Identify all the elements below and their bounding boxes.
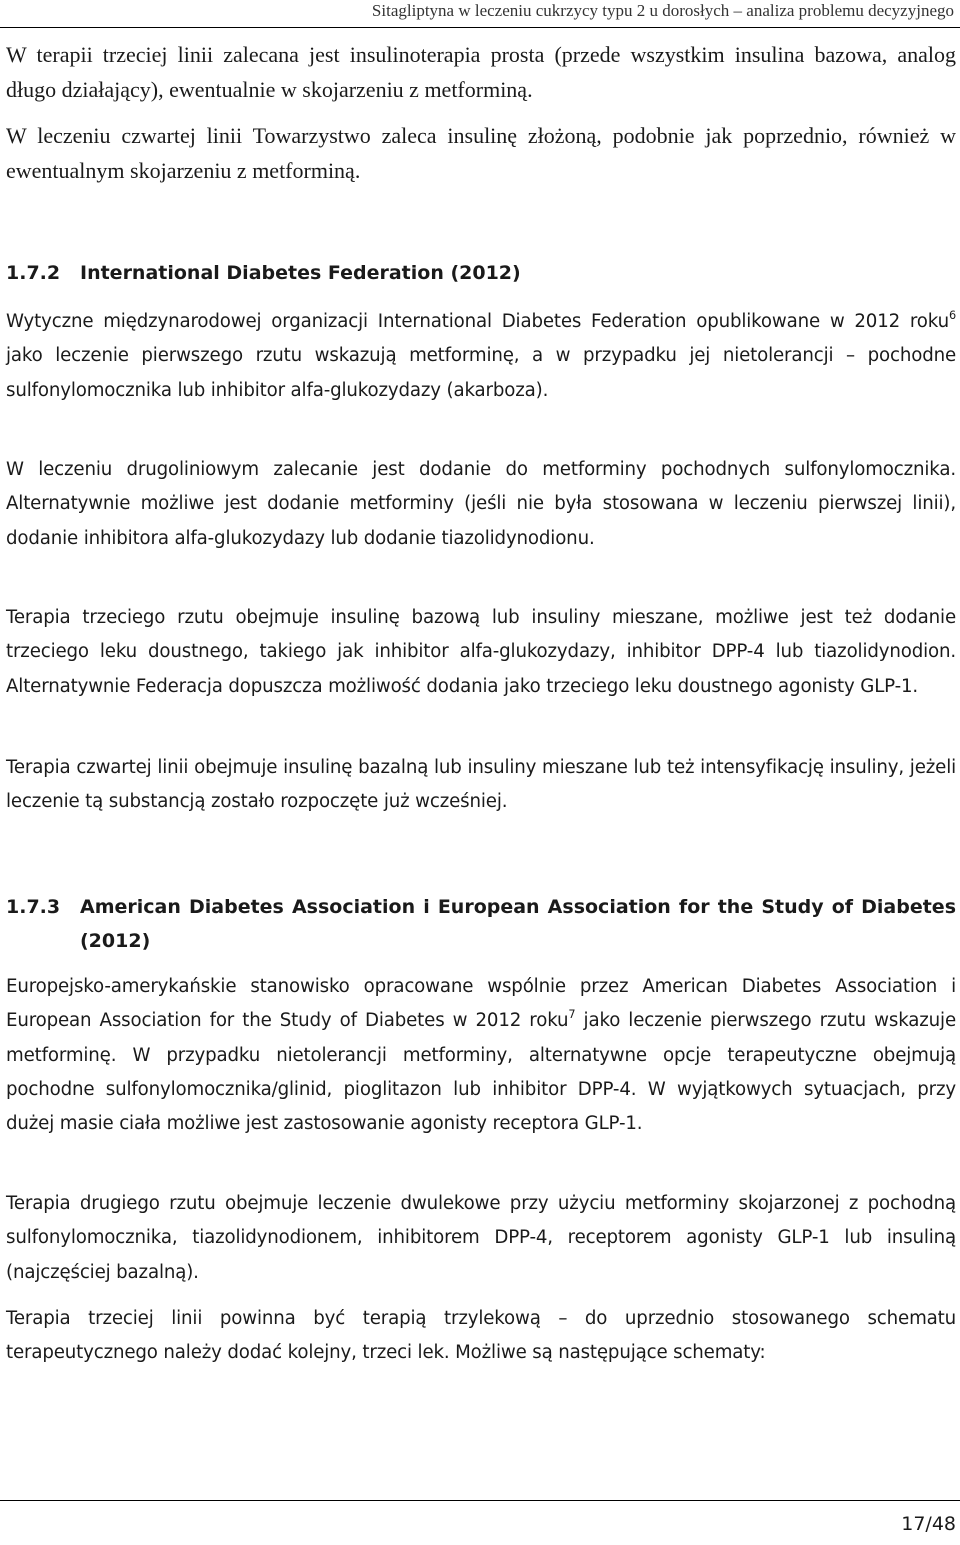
text-span: Wytyczne międzynarodowej organizacji International Diabetes Federation opublikowane w 2012 roku	[6, 311, 949, 332]
section-number: 1.7.2	[6, 262, 61, 284]
section-number: 1.7.3	[6, 896, 61, 918]
ada-easd-paragraph-1	[6, 970, 956, 1141]
intro-paragraph-2: W leczeniu czwartej linii Towarzystwo zaleca insulinę złożoną, podobnie jak poprzednio, również w ewentualnym skojarzeniu z metforminą.	[6, 123, 956, 183]
footnote-ref: 6	[948, 308, 956, 322]
page-number: 17/48	[901, 1513, 956, 1535]
section-title: International Diabetes Federation (2012)	[80, 262, 521, 284]
idf-paragraph-2: W leczeniu drugoliniowym zalecanie jest dodanie do metforminy pochodnych sulfonylomocznika. Alternatywnie możliwe jest dodanie metforminy (jeśli nie była stosowana w leczeniu pierwszej linii), dodanie inhibitora alfa-glukozydazy lub dodanie tiazolidynodionu.	[6, 459, 956, 549]
ada-easd-paragraph-3: Terapia trzeciej linii powinna być terapią trzylekową – do uprzednio stosowanego schematu terapeutycznego należy dodać kolejny, trzeci lek. Możliwe są następujące schematy:	[6, 1308, 956, 1364]
footnote-ref: 7	[568, 1008, 576, 1022]
section-title: American Diabetes Association i European Association for the Study of Diabetes (2012)	[80, 896, 956, 952]
intro-paragraph-1: W terapii trzeciej linii zalecana jest insulinoterapia prosta (przede wszystkim insulina bazowa, analog długo działający), ewentualnie w skojarzeniu z metforminą.	[6, 42, 956, 102]
text-span: jako leczenie pierwszego rzutu wskazują metforminę, a w przypadku jej nietolerancji – pochodne sulfonylomocznika lub inhibitor alfa-glukozydazy (akarboza).	[6, 345, 956, 401]
footer-rule	[0, 1500, 960, 1501]
text-span: Europejsko-amerykańskie stanowisko opracowane wspólnie przez American Diabetes Association i European Association for the Study of Diabetes w 2012 roku	[6, 976, 956, 1032]
idf-paragraph-3: Terapia trzeciego rzutu obejmuje insulinę bazową lub insuliny mieszane, możliwe jest też dodanie trzeciego leku doustnego, takiego jak inhibitor alfa-glukozydazy, inhibitor DPP-4 lub tiazolidynodion. Alternatywnie Federacja dopuszcza możliwość dodania jako trzeciego leku doustnego agonisty GLP-1.	[6, 607, 956, 697]
ada-easd-paragraph-2: Terapia drugiego rzutu obejmuje leczenie dwulekowe przy użyciu metforminy skojarzonej z pochodną sulfonylomocznika, tiazolidynodionem, inhibitorem DPP-4, receptorem agonisty GLP-1 lub insuliną (najczęściej bazalną).	[6, 1193, 956, 1283]
running-header	[0, 0, 960, 28]
section-heading-1-7-2	[6, 256, 956, 290]
running-title: Sitagliptyna w leczeniu cukrzycy typu 2 u dorosłych – analiza problemu decyzyjnego	[371, 1, 954, 20]
idf-paragraph-4: Terapia czwartej linii obejmuje insulinę bazalną lub insuliny mieszane lub też intensyfikację insuliny, jeżeli leczenie tą substancją zostało rozpoczęte już wcześniej.	[6, 757, 956, 813]
section-heading-1-7-3	[6, 890, 956, 958]
text-span: jako leczenie pierwszego rzutu wskazuje metforminę. W przypadku nietolerancji metforminy, alternatywne opcje terapeutyczne obejmują pochodne sulfonylomocznika/glinid, pioglitazon lub inhibitor DPP-4. W wyjątkowych sytuacjach, przy dużej masie ciała możliwe jest zastosowanie agonisty receptora GLP-1.	[6, 1010, 956, 1135]
idf-paragraph-1	[6, 305, 956, 408]
